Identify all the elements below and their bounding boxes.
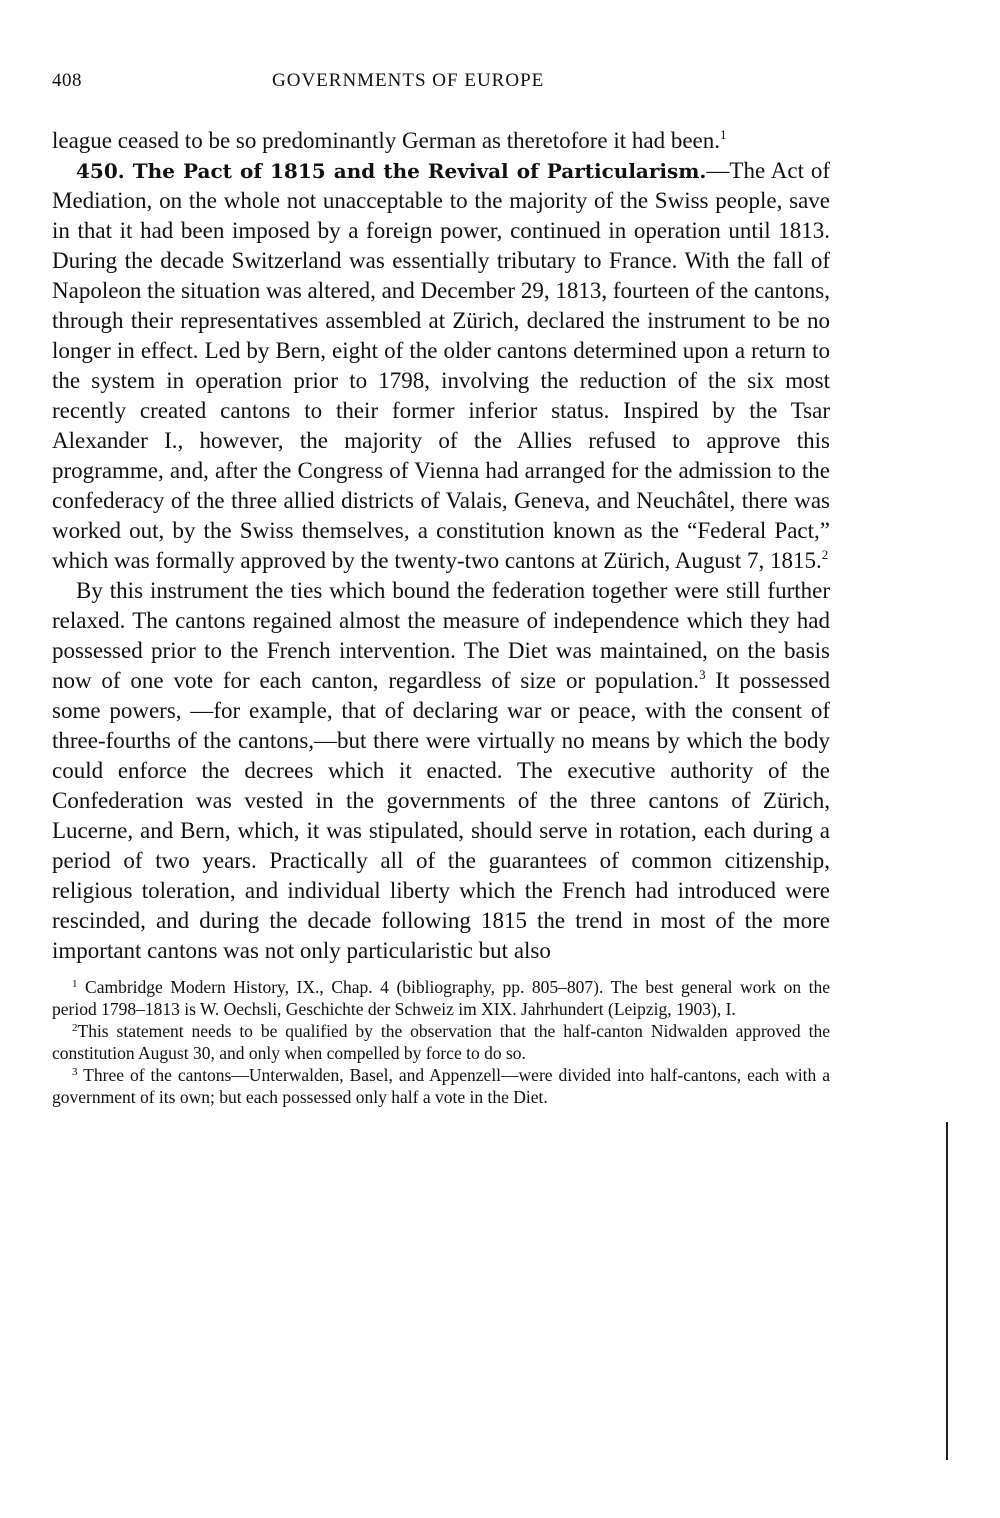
book-page bbox=[52, 70, 830, 1108]
page-number: 408 bbox=[52, 70, 82, 91]
footnote-2: $^2$This statement needs to be qualified by the observation that the half-canton Nidwalden approved the constitution August 30, and only when compelled by force to do so. bbox=[52, 1021, 830, 1063]
running-title: GOVERNMENTS OF EUROPE bbox=[272, 70, 545, 91]
footnote-1: $^1$ Cambridge Modern History, IX., Chap. 4 (bibliography, pp. 805–807). The best general work on the period 1798–1813 is W. Oechsli, Geschichte der Schweiz im XIX. Jahrhundert (Leipzig, 1903), I. bbox=[52, 977, 830, 1019]
paragraph-federal-pact: By this instrument the ties which bound the federation together were still further relaxed. The cantons regained almost the measure of independence which they had possessed prior to the French intervention. The Diet was maintained, on the basis now of one vote for each canton, regardless of size or population.$^3$ It possessed some powers, —for example, that of declaring war or peace, with the consent of three-fourths of the cantons,—but there were virtually no means by which the body could enforce the decrees which it enacted. The executive authority of the Confederation was vested in the governments of the three cantons of Zürich, Lucerne, and Bern, which, it was stipulated, should serve in rotation, each during a period of two years. Practically all of the guarantees of common citizenship, religious toleration, and individual liberty which the French had introduced were rescinded, and during the decade following 1815 the trend in most of the more important cantons was not only particularistic but also bbox=[52, 578, 830, 963]
footnote-ref-2: 2 bbox=[821, 547, 829, 562]
footnote-ref-1: 1 bbox=[720, 127, 727, 142]
body-text bbox=[52, 126, 830, 966]
page-header bbox=[52, 70, 830, 106]
margin-rule bbox=[946, 1122, 948, 1460]
footnote-ref-3: 3 bbox=[699, 667, 706, 682]
paragraph-continued: league ceased to be so predominantly German as theretofore it had been.$^1$ bbox=[52, 127, 727, 153]
footnote-3: $^3$ Three of the cantons—Unterwalden, Basel, and Appenzell—were divided into half-cantons, each with a government of its own; but each possessed only half a vote in the Diet. bbox=[52, 1065, 830, 1107]
footnotes bbox=[52, 976, 830, 1108]
section-heading: 450. The Pact of 1815 and the Revival of Particularism. bbox=[76, 159, 707, 183]
paragraph-section-450: 450. The Pact of 1815 and the Revival of Particularism.—The Act of Mediation, on the whole not unacceptable to the majority of the Swiss people, save in that it had been imposed by a foreign power, continued in operation until 1813. During the decade Switzerland was essentially tributary to France. With the fall of Napoleon the situation was altered, and December 29, 1813, fourteen of the cantons, through their representatives assembled at Zürich, declared the instrument to be no longer in effect. Led by Bern, eight of the older cantons determined upon a return to the system in operation prior to 1798, involving the reduction of the six most recently created cantons to their former inferior status. Inspired by the Tsar Alexander I., however, the majority of the Allies refused to approve this programme, and, after the Congress of Vienna had arranged for the admission to the confederacy of the three allied districts of Valais, Geneva, and Neuchâtel, there was worked out, by the Swiss themselves, a constitution known as the “Federal Pact,” which was formally approved by the twenty-two cantons at Zürich, August 7, 1815.$^2$ bbox=[52, 158, 831, 573]
